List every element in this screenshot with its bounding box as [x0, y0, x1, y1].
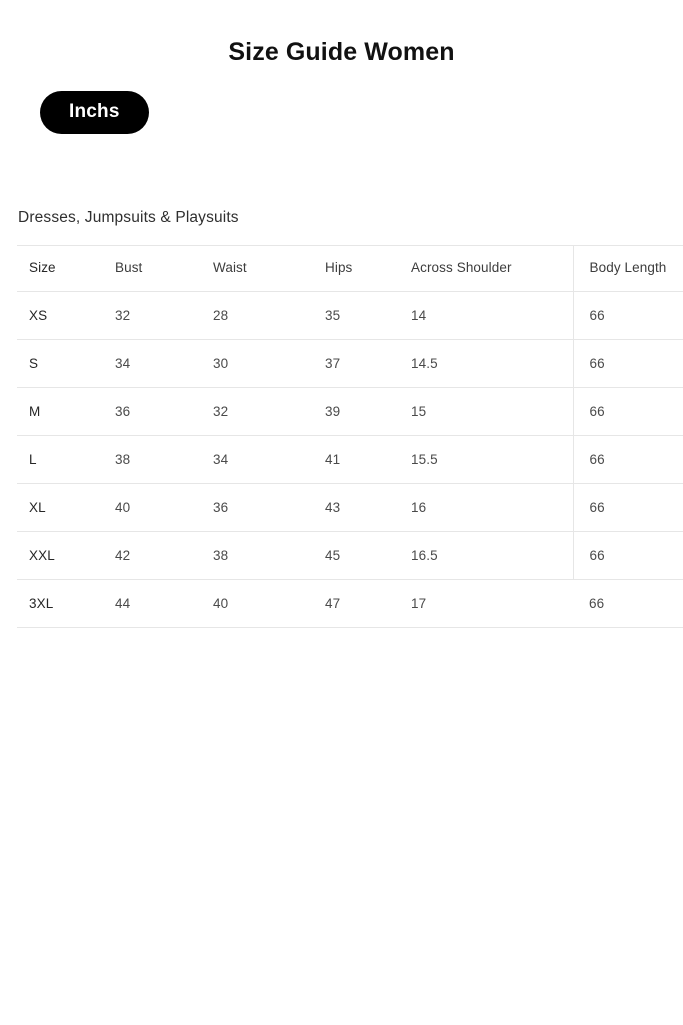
- cell-size: XL: [17, 484, 115, 532]
- table-row: [17, 436, 683, 484]
- column-header-size: Size: [17, 246, 115, 292]
- table-row: [17, 340, 683, 388]
- cell-bust: 44: [115, 580, 213, 628]
- table-row: [17, 292, 683, 340]
- column-header-waist: Waist: [213, 246, 325, 292]
- table-body: [17, 292, 683, 628]
- cell-bust: 38: [115, 436, 213, 484]
- unit-toggle-inchs[interactable]: Inchs: [40, 91, 149, 134]
- table-header-row: [17, 246, 683, 292]
- cell-size: XS: [17, 292, 115, 340]
- cell-across-shoulder: 15.5: [411, 436, 573, 484]
- cell-size: M: [17, 388, 115, 436]
- cell-body-length: 66: [573, 580, 683, 628]
- cell-hips: 39: [325, 388, 411, 436]
- table-row: [17, 484, 683, 532]
- table-header: [17, 246, 683, 292]
- cell-bust: 40: [115, 484, 213, 532]
- cell-waist: 30: [213, 340, 325, 388]
- cell-body-length: 66: [573, 436, 683, 484]
- cell-hips: 37: [325, 340, 411, 388]
- column-header-hips: Hips: [325, 246, 411, 292]
- cell-hips: 41: [325, 436, 411, 484]
- cell-size: S: [17, 340, 115, 388]
- cell-body-length: 66: [573, 340, 683, 388]
- cell-across-shoulder: 14.5: [411, 340, 573, 388]
- cell-across-shoulder: 17: [411, 580, 573, 628]
- cell-bust: 42: [115, 532, 213, 580]
- table-row: [17, 580, 683, 628]
- cell-across-shoulder: 15: [411, 388, 573, 436]
- section-title: Dresses, Jumpsuits & Playsuits: [18, 209, 239, 226]
- cell-bust: 34: [115, 340, 213, 388]
- cell-waist: 40: [213, 580, 325, 628]
- size-chart-table: [17, 245, 683, 628]
- table-row: [17, 388, 683, 436]
- cell-waist: 28: [213, 292, 325, 340]
- cell-hips: 45: [325, 532, 411, 580]
- table-row: [17, 532, 683, 580]
- cell-body-length: 66: [573, 388, 683, 436]
- page-title: Size Guide Women: [228, 38, 455, 66]
- cell-size: XXL: [17, 532, 115, 580]
- cell-hips: 43: [325, 484, 411, 532]
- cell-body-length: 66: [573, 532, 683, 580]
- cell-across-shoulder: 16.5: [411, 532, 573, 580]
- column-header-across-shoulder: Across Shoulder: [411, 246, 573, 292]
- column-header-body-length: Body Length: [573, 246, 683, 292]
- cell-size: L: [17, 436, 115, 484]
- cell-size: 3XL: [17, 580, 115, 628]
- cell-bust: 36: [115, 388, 213, 436]
- cell-across-shoulder: 14: [411, 292, 573, 340]
- cell-across-shoulder: 16: [411, 484, 573, 532]
- column-header-bust: Bust: [115, 246, 213, 292]
- cell-waist: 38: [213, 532, 325, 580]
- unit-toggle-group: [0, 91, 683, 134]
- cell-waist: 34: [213, 436, 325, 484]
- dresses-section: [0, 209, 683, 628]
- cell-bust: 32: [115, 292, 213, 340]
- cell-body-length: 66: [573, 484, 683, 532]
- cell-hips: 47: [325, 580, 411, 628]
- cell-waist: 36: [213, 484, 325, 532]
- cell-hips: 35: [325, 292, 411, 340]
- cell-waist: 32: [213, 388, 325, 436]
- cell-body-length: 66: [573, 292, 683, 340]
